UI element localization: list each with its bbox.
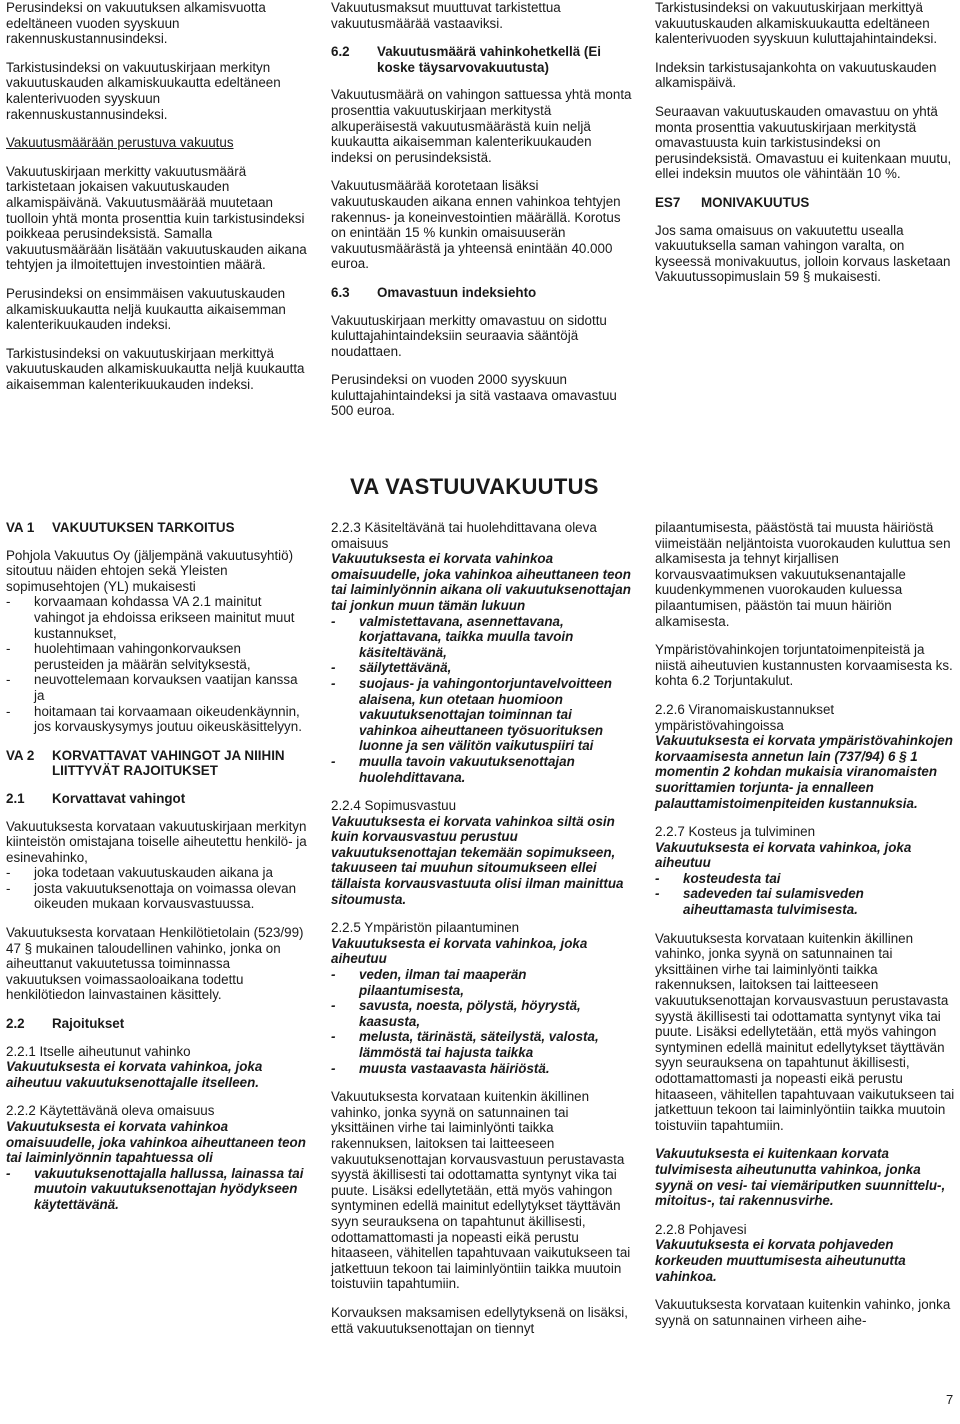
paragraph: Korvauksen maksamisen edellytyksenä on lisäksi, että vakuutuksenottajan on tiennyt bbox=[331, 1304, 628, 1336]
paragraph: Vakuutuskirjaan merkitty vakuutusmäärä tarkistetaan jokaisen vakuutuskauden alkamispäivänä. Vakuutusmäärää muutetaan tuolloin yhtä monta prosenttia kuin tarkistusindeksi poikkeaa perusindeksistä. Samalla vakuutusmäärään lisätään vakuutuskauden aikana tehtyjen ja ilmoitettujen investointien määrä. bbox=[6, 163, 307, 273]
page-number: 7 bbox=[946, 1392, 954, 1407]
section-number: 2.1 bbox=[6, 790, 25, 806]
list-item: - muusta vastaavasta häiriöstä. bbox=[331, 1061, 633, 1077]
list-item: - joka todetaan vakuutuskauden aikana ja bbox=[6, 865, 308, 881]
section-title: KORVATTAVAT VAHINGOT JA NIIHIN LIITTYVÄT RAJOITUKSET bbox=[52, 747, 285, 779]
list-item: - säilytettävänä, bbox=[331, 660, 633, 676]
section-heading bbox=[655, 195, 957, 211]
exclusion-text: Vakuutuksesta ei korvata vahinkoa, joka aiheutuu bbox=[331, 935, 588, 967]
list-item: - valmistettavana, asennettavana, korjattavana, taikka muulla tavoin käsiteltävänä, bbox=[331, 614, 633, 661]
subheading: Vakuutusmäärään perustuva vakuutus bbox=[6, 135, 234, 151]
paragraph: Tarkistusindeksi on vakuutuskirjaan merkittyä vakuutuskauden alkamiskuukautta neljä kuukautta aikaisemman kalenterikuukauden indeksi. bbox=[6, 345, 305, 392]
paragraph: Seuraavan vakuutuskauden omavastuu on yhtä monta prosenttia vakuutuskirjaan merkitystä omavastuusta kuin tarkistusindeksi on perusindeksistä. Omavastuu ei kuitenkaan muutu, ellei indeksin muutos ole vähintään 10 %. bbox=[655, 103, 952, 182]
bottom-column-2 bbox=[331, 520, 633, 1349]
bottom-column-1 bbox=[6, 520, 308, 1226]
section-heading bbox=[6, 791, 308, 807]
exclusion-text: Vakuutuksesta ei korvata pohjaveden korkeuden muuttumisesta aiheutunutta vahinkoa. bbox=[655, 1237, 906, 1284]
top-column-1 bbox=[6, 0, 308, 405]
paragraph: Pohjola Vakuutus Oy (jäljempänä vakuutusyhtiö) sitoutuu näiden ehtojen sekä Yleisten sopimusehtojen (YL) mukaisesti bbox=[6, 547, 294, 594]
section-heading bbox=[6, 1016, 308, 1032]
section-number: 2.2 bbox=[6, 1016, 25, 1032]
subsection-title: 2.2.5 Ympäristön pilaantuminen bbox=[331, 920, 520, 936]
list-item: - hoitamaan tai korvaamaan oikeudenkäynnin, jos korvauskysymys joutuu oikeuskäsittelyyn. bbox=[6, 704, 308, 735]
list-item: - josta vakuutuksenottaja on voimassa olevan oikeuden mukaan korvausvastuussa. bbox=[6, 881, 308, 912]
dash-list bbox=[331, 614, 633, 786]
list-item: - kosteudesta tai bbox=[655, 871, 957, 887]
section-number: ES7 bbox=[655, 194, 681, 210]
dash-list bbox=[331, 967, 633, 1076]
section-number: VA 2 bbox=[6, 747, 35, 763]
paragraph: Indeksin tarkistusajankohta on vakuutuskauden alkamispäivä. bbox=[655, 59, 937, 91]
paragraph: Perusindeksi on vakuutuksen alkamisvuotta edeltäneen vuoden syyskuun rakennuskustannusindeksi. bbox=[6, 0, 266, 47]
paragraph: Vakuutuksesta korvataan vakuutuskirjaan merkityn kiinteistön omistajana toiselle aiheutettu henkilö- ja esinevahinko, bbox=[6, 818, 307, 865]
list-item: - savusta, noesta, pölystä, höyrystä, kaasusta, bbox=[331, 998, 633, 1029]
exclusion-text: Vakuutuksesta ei korvata vahinkoa, joka aiheutuu bbox=[655, 839, 912, 871]
paragraph: Jos sama omaisuus on vakuutettu usealla vakuutuksella saman vahingon varalta, on kyseessä monivakuutus, jolloin korvaus lasketaan Vakuutussopimuslain 59 § mukaisesti. bbox=[655, 222, 951, 285]
paragraph: Vakuutuksesta korvataan kuitenkin äkillinen vahinko, jonka syynä on satunnainen tai yksittäinen virhe tai laiminlyönti taikka rakennuksen, laitoksen tai laitteeseen vakuutuksenottajan korvausvastuun perustavasta syystä äkillisesti tai odottamatta syntynyt vika tai puute. Lisäksi edellytetään, että myös vahingon syntyminen edellä mainitut edellytykset täyttävän syyn seurauksena on tapahtunut äkillisesti, odottamattomasti ja nopeasti eikä perustu hitaaseen, vähitellen tapahtuvaan vaikutukseen tai jatkettuun tekoon tai laiminlyöntiin taikka muutoin toistuviin tapahtumiin. bbox=[655, 930, 955, 1133]
paragraph: Vakuutusmäärää korotetaan lisäksi vakuutuskauden aikana ennen vahinkoa tehtyjen rakennus- ja koneinvestointien määrällä. Korotus on enintään 15 % kunkin omaisuuserän vakuutusmäärästä ja yhteensä enintään 40.000 euroa. bbox=[331, 178, 621, 272]
list-item: - muulla tavoin vakuutuksenottajan huolehdittavana. bbox=[331, 754, 633, 785]
list-item: - sadeveden tai sulamisveden aiheuttamasta tulvimisesta. bbox=[655, 886, 957, 917]
section-title: VAKUUTUKSEN TARKOITUS bbox=[52, 520, 235, 535]
paragraph: Vakuutusmäärä on vahingon sattuessa yhtä monta prosenttia vakuutuskirjaan merkitystä alkuperäisestä vakuutusmäärästä kuin neljä kuukautta aikaisemman kalenterikuukauden indeksi on perusindeksistä. bbox=[331, 87, 632, 165]
section-heading bbox=[331, 285, 633, 301]
list-item: - huolehtimaan vahingonkorvauksen perusteiden ja määrän selvityksestä, bbox=[6, 641, 308, 672]
paragraph: Vakuutuksesta korvataan Henkilötietolain (523/99) 47 § mukainen taloudellinen vahinko, jonka on aiheuttanut vakuutetussa toiminnassa vakuutuksen voimassaoloaikana todettu henkilötiedon lainvastainen käsittely. bbox=[6, 925, 304, 1003]
paragraph: Perusindeksi on vuoden 2000 syyskuun kuluttajahintaindeksi ja sitä vastaava omavastuu 500 euroa. bbox=[331, 372, 617, 419]
section-title-main: VA VASTUUVAKUUTUS bbox=[350, 474, 599, 499]
exclusion-text: Vakuutuksesta ei kuitenkaan korvata tulvimisesta aiheutunutta vahinkoa, jonka syynä on vesi- tai viemäriputken suunnittelu-, mitoitus-, tai rakennusvirhe. bbox=[655, 1146, 946, 1209]
section-number: VA 1 bbox=[6, 520, 35, 535]
section-number: 6.2 bbox=[331, 44, 350, 60]
list-item: - neuvottelemaan korvauksen vaatijan kanssa ja bbox=[6, 672, 308, 703]
section-title: MONIVAKUUTUS bbox=[701, 194, 810, 210]
section-title: Vakuutusmäärä vahinkohetkellä (Ei koske täysarvovakuutusta) bbox=[377, 44, 602, 75]
exclusion-text: Vakuutuksesta ei korvata ympäristövahinkojen korvaamisesta annetun lain (737/94) 6 § 1 momentin 2 kohdan mukaisia viranomaisten suorittamien torjunta- ja ennalleen palauttamistoimenpiteiden kustannuksia. bbox=[655, 733, 953, 811]
top-column-2 bbox=[331, 0, 633, 432]
dash-list bbox=[6, 865, 308, 912]
paragraph: Vakuutuksesta korvataan kuitenkin vahinko, jonka syynä on satunnainen virheen aihe- bbox=[655, 1297, 951, 1328]
list-item: - melusta, tärinästä, säteilystä, valosta, lämmöstä tai hajusta taikka bbox=[331, 1029, 633, 1060]
list-item: - suojaus- ja vahingontorjuntavelvoitteen alaisena, kun otetaan huomioon vakuutuksenottajan toiminnan tai vahinkoa aiheuttaneen työsuorituksen luonne ja sen välitön vaikutuspiiri tai bbox=[331, 676, 633, 754]
bottom-column-3 bbox=[655, 520, 957, 1341]
exclusion-text: Vakuutuksesta ei korvata vahinkoa, joka aiheutuu vakuutuksenottajalle itselleen. bbox=[6, 1059, 263, 1090]
subsection-title: 2.2.6 Viranomaiskustannukset ympäristövahingoissa bbox=[655, 701, 835, 733]
subsection-title: 2.2.4 Sopimusvastuu bbox=[331, 798, 457, 814]
list-item: - korvaamaan kohdassa VA 2.1 mainitut vahingot ja ehdoissa erikseen mainitut muut kustannukset, bbox=[6, 594, 308, 641]
paragraph: Tarkistusindeksi on vakuutuskirjaan merkittyä vakuutuskauden alkamiskuukautta edeltäneen kalenterivuoden syyskuun kuluttajahintaindeksi. bbox=[655, 0, 938, 47]
exclusion-text: Vakuutuksesta ei korvata vahinkoa omaisuudelle, joka vahinkoa aiheuttaneen teon tai laiminlyönnin aikana oli vakuutuksenottajan tai jonkun muun tämän lukuun bbox=[331, 551, 631, 613]
section-number: 6.3 bbox=[331, 284, 350, 300]
list-item: - veden, ilman tai maaperän pilaantumisesta, bbox=[331, 967, 633, 998]
subsection-title: 2.2.1 Itselle aiheutunut vahinko bbox=[6, 1043, 191, 1059]
exclusion-text: Vakuutuksesta ei korvata vahinkoa omaisuudelle, joka vahinkoa aiheuttaneen teon tai laiminlyönnin tapahtuessa oli bbox=[6, 1119, 306, 1166]
subsection-title: 2.2.2 Käytettävänä oleva omaisuus bbox=[6, 1103, 215, 1119]
paragraph: pilaantumisesta, päästöstä tai muusta häiriöstä viimeistään neljäntoista vuorokauden kuluttua sen alkamisesta ja tehnyt kirjallisen korvausvaatimuksen vakuutuksenantajalle kuudenkymmenen vuorokauden kuluessa pilaantumisen, päästön tai muun häiriön alkamisesta. bbox=[655, 520, 951, 629]
top-column-3 bbox=[655, 0, 957, 298]
section-heading bbox=[6, 520, 308, 536]
exclusion-text: Vakuutuksesta ei korvata vahinkoa siltä osin kuin korvausvastuu perustuu vakuutuksenottajan tekemään sopimukseen, takuuseen tai muuhun sitoumukseen ellei tällaista korvausvastuuta olisi ilman mainittua sitoumusta. bbox=[331, 813, 624, 907]
paragraph: Tarkistusindeksi on vakuutuskirjaan merkityn vakuutuskauden alkamiskuukautta edeltäneen kalenterivuoden syyskuun rakennuskustannusindeksi. bbox=[6, 59, 281, 122]
paragraph: Perusindeksi on ensimmäisen vakuutuskauden alkamiskuukautta neljä kuukautta aikaisemman kalenterikuukauden indeksi. bbox=[6, 285, 286, 333]
paragraph: Vakuutusmaksut muuttuvat tarkistettua vakuutusmäärää vastaaviksi. bbox=[331, 0, 561, 31]
section-heading bbox=[6, 748, 308, 779]
dash-list bbox=[6, 1166, 308, 1213]
paragraph: Ympäristövahinkojen torjuntatoimenpiteistä ja niistä aiheutuvien kustannusten korvaamisesta ks. kohta 6.2 Torjuntakulut. bbox=[655, 642, 953, 689]
list-item: - vakuutuksenottajalla hallussa, lainassa tai muutoin vakuutuksenottajan hyödykseen käytettävänä. bbox=[6, 1166, 308, 1213]
subsection-title: 2.2.7 Kosteus ja tulviminen bbox=[655, 824, 816, 840]
subsection-title: 2.2.3 Käsiteltävänä tai huolehdittavana oleva omaisuus bbox=[331, 520, 597, 551]
paragraph: Vakuutuskirjaan merkitty omavastuu on sidottu kuluttajahintaindeksiin seuraavia sääntöjä noudattaen. bbox=[331, 312, 607, 359]
subsection-title: 2.2.8 Pohjavesi bbox=[655, 1221, 747, 1237]
dash-list bbox=[6, 594, 308, 734]
dash-list bbox=[655, 871, 957, 918]
section-title: Omavastuun indeksiehto bbox=[377, 284, 537, 300]
paragraph: Vakuutuksesta korvataan kuitenkin äkillinen vahinko, jonka syynä on satunnainen tai yksittäinen virhe tai laiminlyönti taikka rakennuksen, laitoksen tai laitteeseen vakuutuksenottajan korvausvastuun perustavasta syystä äkillisesti tai odottamatta syntynyt vika tai puute. Lisäksi edellytetään, että myös vahingon syntyminen edellä mainitut edellytykset täyttävän syyn seurauksena on tapahtunut äkillisesti, odottamattomasti ja nopeasti eikä perustu hitaaseen, vähitellen tapahtuvaan vaikutukseen tai jatkettuun tekoon tai laiminlyöntiin taikka muutoin toistuviin tapahtumiin. bbox=[331, 1089, 631, 1292]
section-heading bbox=[331, 44, 633, 75]
section-title: Rajoitukset bbox=[52, 1016, 125, 1032]
section-title: Korvattavat vahingot bbox=[52, 790, 186, 806]
